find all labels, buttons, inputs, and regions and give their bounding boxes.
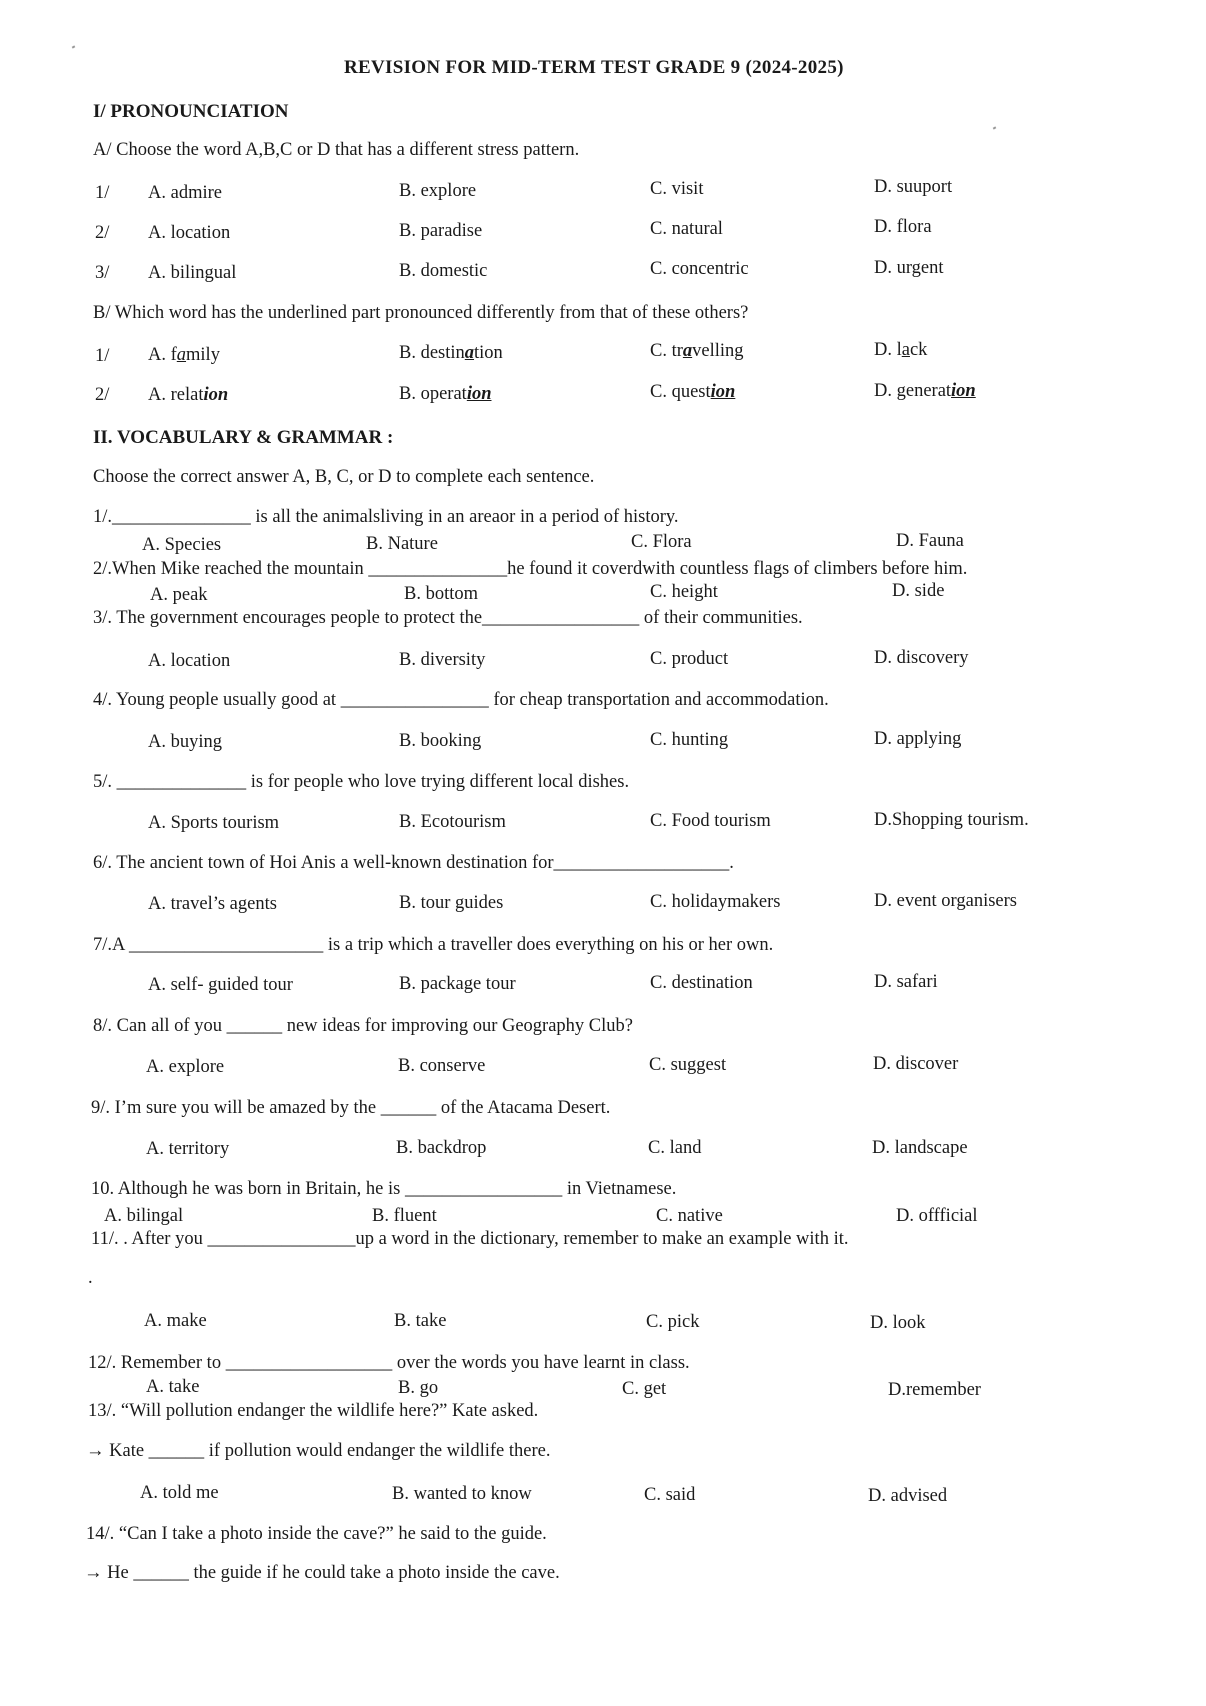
option-a: A. location: [148, 651, 231, 671]
instruction-part-a: A/ Choose the word A,B,C or D that has a different stress pattern.: [93, 140, 580, 160]
option-a: A. take: [146, 1377, 200, 1397]
scan-speck: [72, 45, 76, 48]
option-c: C. native: [656, 1206, 723, 1226]
instruction-vocabulary: Choose the correct answer A, B, C, or D to complete each sentence.: [93, 467, 595, 487]
option-b: B. paradise: [399, 221, 483, 241]
option-c: C. destination: [650, 973, 753, 993]
option-a: A. bilingual: [148, 263, 237, 283]
option-b: B. diversity: [399, 650, 486, 670]
section-heading-pronunciation: I/ PRONOUNCIATION: [93, 101, 289, 122]
option-b: B. wanted to know: [392, 1484, 532, 1504]
option-b: B. take: [394, 1311, 447, 1331]
option-a: A. relation: [148, 385, 229, 405]
question-stem: 9/. I’m sure you will be amazed by the ______ of the Atacama Desert.: [91, 1098, 611, 1118]
option-d: D. lack: [874, 340, 928, 360]
option-d: D. offficial: [896, 1206, 978, 1226]
option-a: A. location: [148, 223, 231, 243]
option-a: A. peak: [150, 585, 208, 605]
option-d: D. applying: [874, 729, 962, 749]
question-number: 3/: [95, 263, 110, 283]
question-stem: 3/. The government encourages people to protect the_________________ of their communities.: [93, 608, 803, 628]
question-stem: 2/.When Mike reached the mountain _______________he found it coverdwith countless flags of climbers before him.: [93, 559, 968, 579]
option-b: B. conserve: [398, 1056, 486, 1076]
instruction-part-b: B/ Which word has the underlined part pronounced differently from that of these others?: [93, 303, 749, 323]
option-d: D. generation: [874, 381, 976, 401]
option-b: B. tour guides: [399, 893, 504, 913]
question-stem: 11/. . After you ________________up a word in the dictionary, remember to make an example with it.: [91, 1229, 849, 1249]
option-a: A. family: [148, 345, 220, 365]
option-c: C. land: [648, 1138, 702, 1158]
option-c: C. height: [650, 582, 718, 602]
option-d: D. Fauna: [896, 531, 964, 551]
option-c: C. Flora: [631, 532, 692, 552]
question-stem: 12/. Remember to __________________ over the words you have learnt in class.: [88, 1353, 690, 1373]
option-b: B. Ecotourism: [399, 812, 506, 832]
option-b: B. backdrop: [396, 1138, 487, 1158]
question-stem: 4/. Young people usually good at ________________ for cheap transportation and accommodation.: [93, 690, 829, 710]
page-title: REVISION FOR MID-TERM TEST GRADE 9 (2024-2025): [344, 57, 844, 78]
scan-speck: [993, 126, 997, 129]
option-d: D. suuport: [874, 177, 953, 197]
option-a: A. buying: [148, 732, 222, 752]
question-number: 1/: [95, 183, 110, 203]
question-stem-transform: → Kate ______ if pollution would endanger the wildlife there.: [86, 1441, 551, 1461]
option-a: A. make: [144, 1311, 207, 1331]
question-stem: 14/. “Can I take a photo inside the cave?” he said to the guide.: [86, 1524, 547, 1544]
option-a: A. travel’s agents: [148, 894, 277, 914]
option-b: B. operation: [399, 384, 492, 404]
option-b: B. go: [398, 1378, 439, 1398]
option-d: D. side: [892, 581, 945, 601]
option-b: B. booking: [399, 731, 482, 751]
option-b: B. fluent: [372, 1206, 437, 1226]
question-number: 1/: [95, 346, 110, 366]
option-b: B. explore: [399, 181, 477, 201]
option-b: B. Nature: [366, 534, 438, 554]
option-d: D. event organisers: [874, 891, 1017, 911]
option-a: A. territory: [146, 1139, 230, 1159]
option-a: A. self- guided tour: [148, 975, 293, 995]
option-d: D. flora: [874, 217, 932, 237]
option-b: B. package tour: [399, 974, 516, 994]
option-a: A. admire: [148, 183, 222, 203]
question-stem: 10. Although he was born in Britain, he is _________________ in Vietnamese.: [91, 1179, 677, 1199]
option-c: C. hunting: [650, 730, 729, 750]
option-d: D. landscape: [872, 1138, 968, 1158]
option-c: C. said: [644, 1485, 696, 1505]
question-stem: 5/. ______________ is for people who love trying different local dishes.: [93, 772, 630, 792]
option-c: C. natural: [650, 219, 723, 239]
option-b: B. bottom: [404, 584, 479, 604]
question-stem: 8/. Can all of you ______ new ideas for improving our Geography Club?: [93, 1016, 633, 1036]
option-a: A. Species: [142, 535, 222, 555]
section-heading-vocabulary: II. VOCABULARY & GRAMMAR :: [93, 427, 394, 448]
option-c: C. suggest: [649, 1055, 727, 1075]
option-d: D. discover: [873, 1054, 959, 1074]
option-a: A. explore: [146, 1057, 225, 1077]
option-a: A. Sports tourism: [148, 813, 280, 833]
option-c: C. concentric: [650, 259, 749, 279]
question-number: 2/: [95, 385, 110, 405]
option-d: D. look: [870, 1313, 926, 1333]
option-d: D.remember: [888, 1380, 981, 1400]
option-c: C. holidaymakers: [650, 892, 781, 912]
question-stem: 6/. The ancient town of Hoi Anis a well-known destination for___________________.: [93, 853, 734, 873]
question-stem-transform: → He ______ the guide if he could take a photo inside the cave.: [84, 1563, 560, 1583]
question-number: 2/: [95, 223, 110, 243]
option-b: B. destination: [399, 343, 503, 363]
stray-dot: .: [88, 1268, 93, 1288]
option-a: A. told me: [140, 1483, 219, 1503]
option-c: C. product: [650, 649, 729, 669]
option-d: D.Shopping tourism.: [874, 810, 1029, 830]
question-stem: 13/. “Will pollution endanger the wildlife here?” Kate asked.: [88, 1401, 539, 1421]
option-c: C. pick: [646, 1312, 700, 1332]
option-c: C. travelling: [650, 341, 744, 361]
option-c: C. question: [650, 382, 736, 402]
option-d: D. urgent: [874, 258, 944, 278]
option-d: D. discovery: [874, 648, 969, 668]
option-d: D. safari: [874, 972, 938, 992]
option-c: C. visit: [650, 179, 704, 199]
option-a: A. bilingal: [104, 1206, 184, 1226]
question-stem: 7/.A _____________________ is a trip which a traveller does everything on his or her own.: [93, 935, 774, 955]
option-b: B. domestic: [399, 261, 488, 281]
question-stem: 1/._______________ is all the animalsliving in an areaor in a period of history.: [93, 507, 679, 527]
option-d: D. advised: [868, 1486, 948, 1506]
option-c: C. get: [622, 1379, 667, 1399]
option-c: C. Food tourism: [650, 811, 771, 831]
